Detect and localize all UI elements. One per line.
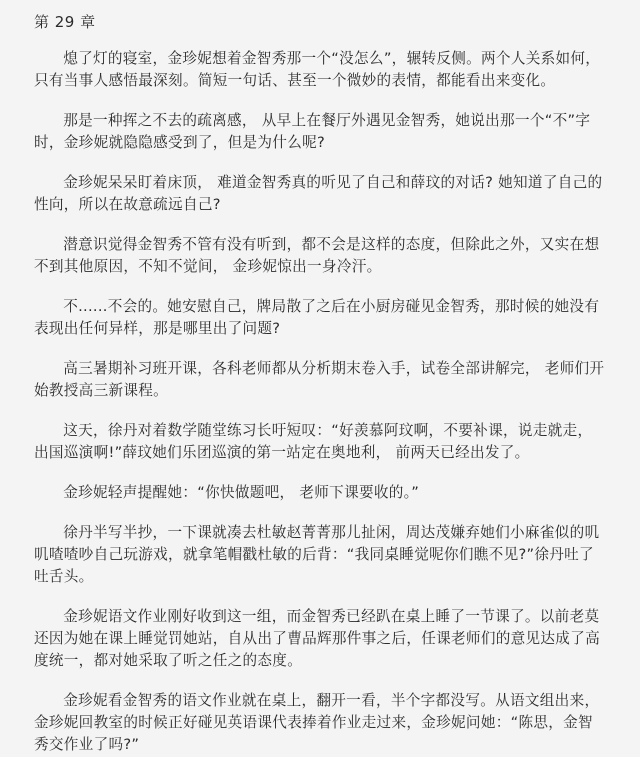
paragraph: 那是一种挥之不去的疏离感， 从早上在餐厅外遇见金智秀，她说出那一个“不”字时，金珍妮就隐隐感受到了，但是为什么呢? <box>34 112 591 151</box>
paragraph: 金珍妮轻声提醒她：“你快做题吧， 老师下课要收的。” <box>63 484 420 501</box>
paragraph: 金珍妮看金智秀的语文作业就在桌上，翻开一看，半个字都没写。从语文组出来，金珍妮回教室的时候正好碰见英语课代表捧着作业走过来，金珍妮问她：“陈思，金智秀交作业了吗?” <box>34 692 600 753</box>
paragraph: 金珍妮呆呆盯着床顶， 难道金智秀真的听见了自己和薛玟的对话? 她知道了自己的性向，所以在故意疏远自己? <box>34 174 603 213</box>
paragraph: 高三暑期补习班开课，各科老师都从分析期末卷入手，试卷全部讲解完， 老师们开始教授高三新课程。 <box>34 360 605 399</box>
paragraph: 熄了灯的寝室，金珍妮想着金智秀那一个“没怎么”，辗转反侧。两个人关系如何，只有当事人感悟最深刻。简短一句话、甚至一个微妙的表情，都能看出来变化。 <box>34 50 601 89</box>
chapter-title: 第 29 章 <box>34 13 96 31</box>
paragraph: 潜意识觉得金智秀不管有没有听到，都不会是这样的态度，但除此之外，又实在想不到其他原因，不知不觉间， 金珍妮惊出一身冷汗。 <box>34 236 600 275</box>
paragraph: 不......不会的。她安慰自己，牌局散了之后在小厨房碰见金智秀，那时候的她没有表现出任何异样，那是哪里出了问题? <box>34 298 600 337</box>
paragraph: 徐丹半写半抄，一下课就凑去杜敏赵菁菁那儿扯闲，周达茂嫌弃她们小麻雀似的叽叽喳喳吵自己玩游戏，就拿笔帽戳杜敏的后背：“我同桌睡觉呢你们瞧不见?”徐丹吐了吐舌头。 <box>34 524 600 585</box>
paragraph: 金珍妮语文作业刚好收到这一组，而金智秀已经趴在桌上睡了一节课了。以前老莫还因为她在课上睡觉罚她站，自从出了曹品辉那件事之后，任课老师们的意见达成了高度统一，都对她采取了听之任之的态度。 <box>34 608 600 669</box>
paragraph: 这天，徐丹对着数学随堂练习长吁短叹：“好羡慕阿玟啊，不要补课，说走就走，出国巡演啊!”薛玟她们乐团巡演的第一站定在奥地利， 前两天已经出发了。 <box>34 422 593 461</box>
